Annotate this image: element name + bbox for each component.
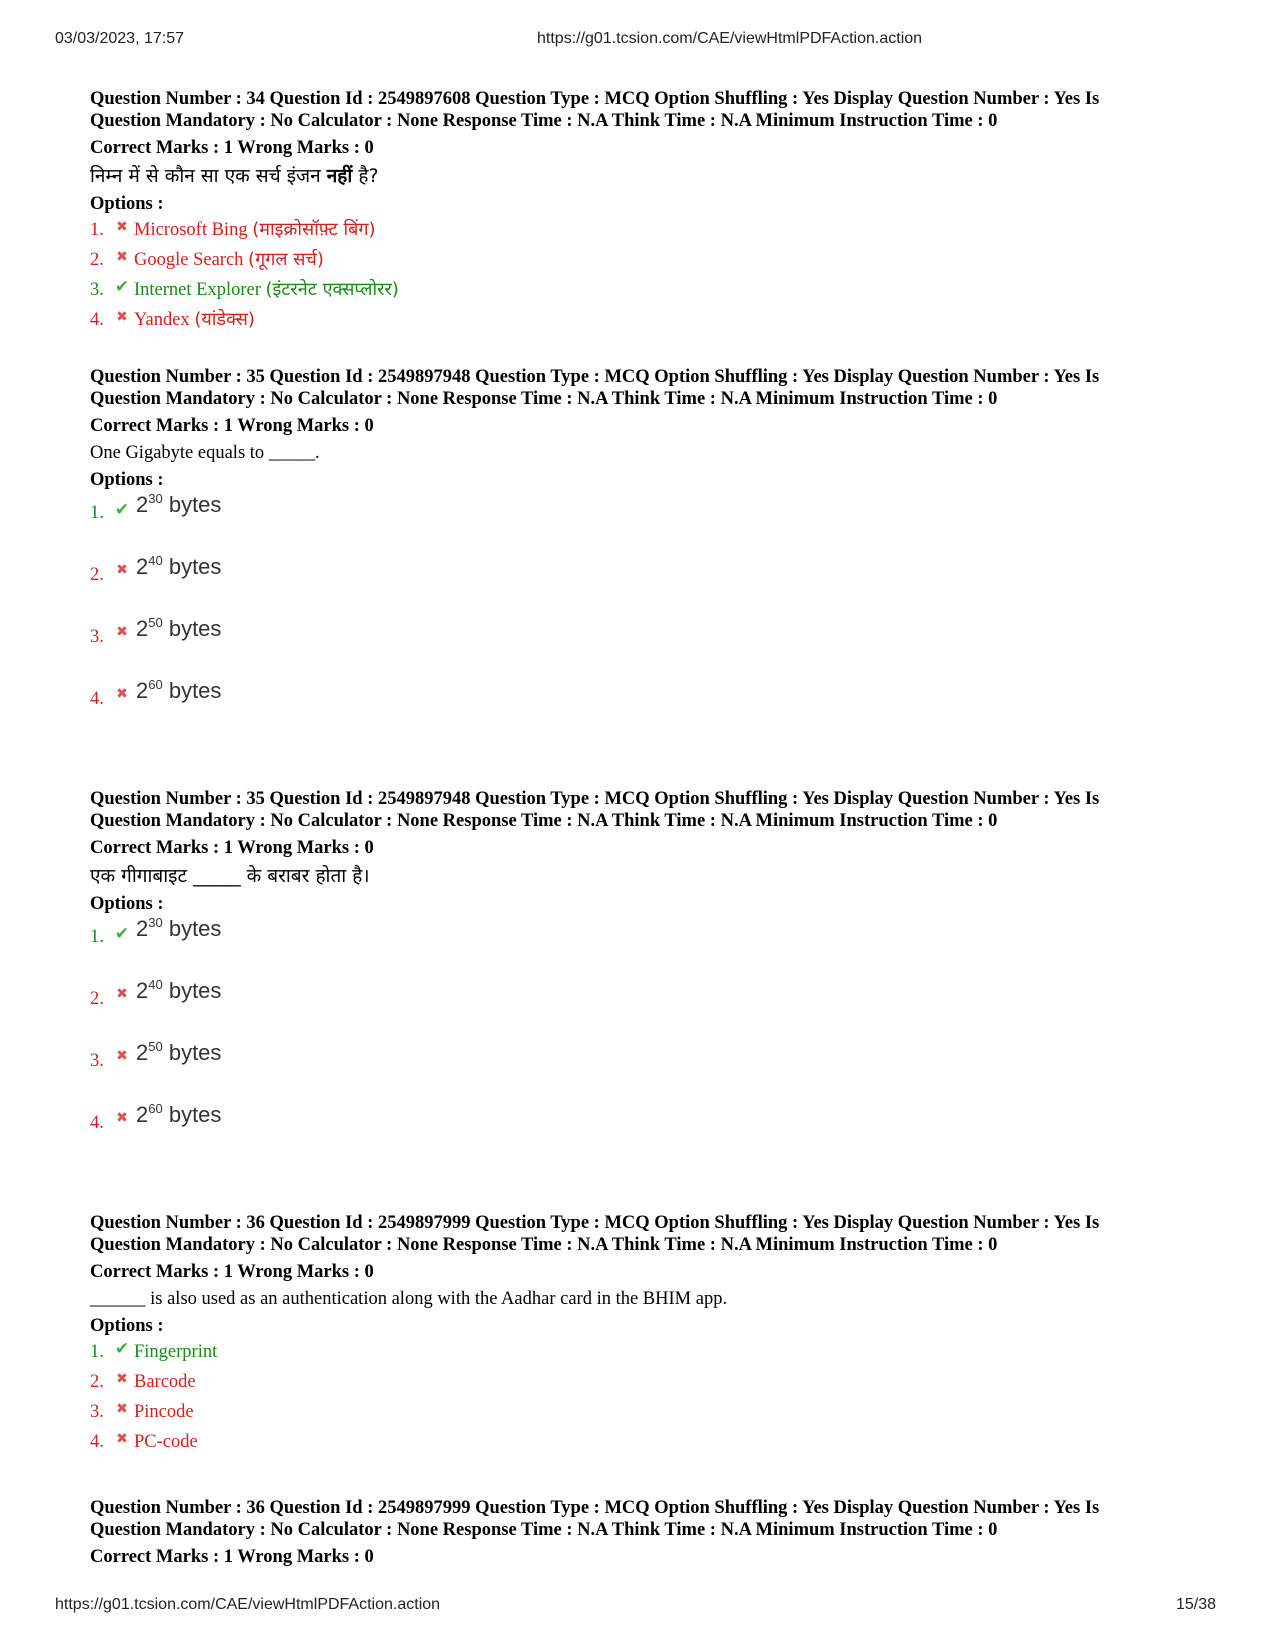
question-meta-line1: Question Number : 34 Question Id : 2549897608 Question Type : MCQ Option Shuffling : Yes Display Question Number : Yes Is (90, 89, 1100, 109)
option-item: 3. ✖ Pincode (90, 1397, 1200, 1427)
options-label: Options : (90, 894, 164, 914)
option-item: 4. ✖ $2^{60}$ bytes (90, 677, 222, 709)
options-label: Options : (90, 194, 164, 214)
question-text: निम्न में से कौन सा एक सर्च इंजन नहीं है? (90, 165, 379, 187)
question-marks: Correct Marks : 1 Wrong Marks : 0 (90, 1262, 374, 1282)
page-number: 15/38 (1176, 1596, 1217, 1613)
question-block (90, 788, 1200, 1163)
cross-icon: ✖ (116, 1401, 128, 1417)
cross-icon: ✖ (116, 624, 128, 640)
question-meta-line2: Question Mandatory : No Calculator : None Response Time : N.A Think Time : N.A Minimum Instruction Time : 0 (90, 111, 998, 131)
check-icon: ✔ (114, 500, 130, 520)
question-meta-line1: Question Number : 36 Question Id : 2549897999 Question Type : MCQ Option Shuffling : Yes Display Question Number : Yes Is (90, 1213, 1100, 1233)
question-meta-line2: Question Mandatory : No Calculator : None Response Time : N.A Think Time : N.A Minimum Instruction Time : 0 (90, 811, 998, 831)
question-marks: Correct Marks : 1 Wrong Marks : 0 (90, 838, 374, 858)
option-item: 4. ✖ PC-code (90, 1427, 1200, 1457)
cross-icon: ✖ (116, 986, 128, 1002)
cross-icon: ✖ (116, 1371, 128, 1387)
cross-icon: ✖ (116, 219, 128, 235)
print-datetime: 03/03/2023, 17:57 (55, 30, 185, 47)
question-marks: Correct Marks : 1 Wrong Marks : 0 (90, 1547, 374, 1567)
cross-icon: ✖ (116, 1431, 128, 1447)
cross-icon: ✖ (116, 686, 128, 702)
question-marks: Correct Marks : 1 Wrong Marks : 0 (90, 416, 374, 436)
check-icon: ✔ (114, 924, 130, 944)
question-block (90, 88, 1200, 335)
question-meta-line2: Question Mandatory : No Calculator : None Response Time : N.A Think Time : N.A Minimum Instruction Time : 0 (90, 389, 998, 409)
question-meta-line1: Question Number : 35 Question Id : 2549897948 Question Type : MCQ Option Shuffling : Yes Display Question Number : Yes Is (90, 367, 1100, 387)
options-label: Options : (90, 470, 164, 490)
question-block (90, 1497, 1200, 1568)
option-item: 2. ✖ Barcode (90, 1367, 1200, 1397)
question-marks: Correct Marks : 1 Wrong Marks : 0 (90, 138, 374, 158)
option-item: 2. ✖ $2^{40}$ bytes (90, 553, 222, 585)
check-icon: ✔ (114, 277, 130, 297)
question-block (90, 1212, 1200, 1457)
option-item: 1. ✔ $2^{30}$ bytes (90, 491, 222, 523)
option-item: 3. ✔ Internet Explorer (इंटरनेट एक्सप्लोरर) (90, 275, 1200, 305)
cross-icon: ✖ (116, 1048, 128, 1064)
cross-icon: ✖ (116, 1110, 128, 1126)
question-text: ______ is also used as an authentication along with the Aadhar card in the BHIM app. (90, 1289, 728, 1309)
option-item: 4. ✖ $2^{60}$ bytes (90, 1101, 222, 1133)
question-meta-line2: Question Mandatory : No Calculator : None Response Time : N.A Think Time : N.A Minimum Instruction Time : 0 (90, 1235, 998, 1255)
print-url-header: https://g01.tcsion.com/CAE/viewHtmlPDFAction.action (537, 30, 923, 47)
option-item: 3. ✖ $2^{50}$ bytes (90, 615, 222, 647)
option-item: 2. ✖ Google Search (गूगल सर्च) (90, 245, 1200, 275)
print-url-footer: https://g01.tcsion.com/CAE/viewHtmlPDFAction.action (55, 1596, 441, 1613)
cross-icon: ✖ (116, 309, 128, 325)
options-label: Options : (90, 1316, 164, 1336)
option-item: 4. ✖ Yandex (यांडेक्स) (90, 305, 1200, 335)
check-icon: ✔ (114, 1339, 130, 1359)
question-meta-line1: Question Number : 36 Question Id : 2549897999 Question Type : MCQ Option Shuffling : Yes Display Question Number : Yes Is (90, 1498, 1100, 1518)
option-item: 1. ✖ Microsoft Bing (माइक्रोसॉफ़्ट बिंग) (90, 215, 1200, 245)
option-item: 3. ✖ $2^{50}$ bytes (90, 1039, 222, 1071)
option-item: 1. ✔ $2^{30}$ bytes (90, 915, 222, 947)
option-item: 2. ✖ $2^{40}$ bytes (90, 977, 222, 1009)
cross-icon: ✖ (116, 249, 128, 265)
question-text: एक गीगाबाइट _____ के बराबर होता है। (90, 865, 370, 887)
question-meta-line2: Question Mandatory : No Calculator : None Response Time : N.A Think Time : N.A Minimum Instruction Time : 0 (90, 1520, 998, 1540)
cross-icon: ✖ (116, 562, 128, 578)
question-block (90, 366, 1200, 739)
question-meta-line1: Question Number : 35 Question Id : 2549897948 Question Type : MCQ Option Shuffling : Yes Display Question Number : Yes Is (90, 789, 1100, 809)
question-text: One Gigabyte equals to _____. (90, 443, 320, 463)
option-item: 1. ✔ Fingerprint (90, 1337, 1200, 1367)
